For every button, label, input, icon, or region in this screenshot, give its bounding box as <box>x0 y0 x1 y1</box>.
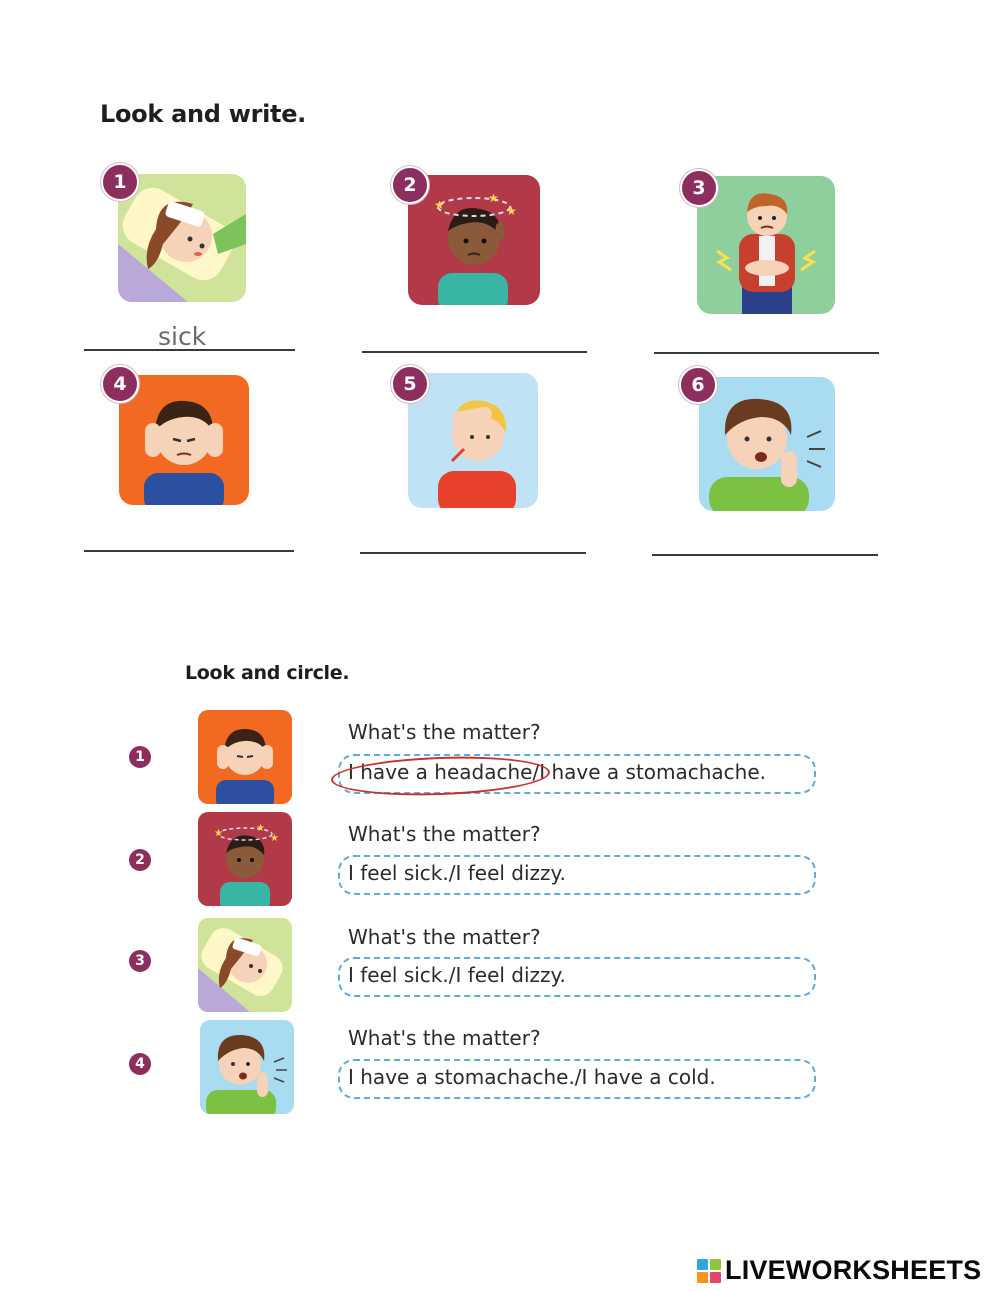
answer-text-1: sick <box>158 322 207 351</box>
boy-dizzy-icon <box>198 812 292 906</box>
answer-line-1[interactable] <box>84 349 295 351</box>
answer-choices <box>348 963 566 987</box>
girl-lying-sick-icon <box>198 918 292 1012</box>
question-text: What's the matter? <box>348 720 541 744</box>
svg-text:★: ★ <box>434 198 445 212</box>
question-text: What's the matter? <box>348 1026 541 1050</box>
choice-b[interactable]: I have a cold. <box>581 1065 716 1089</box>
choice-a[interactable]: I feel sick. <box>348 963 449 987</box>
item-number-badge: 2 <box>391 166 429 204</box>
logo-cube <box>710 1272 721 1283</box>
choice-separator: / <box>532 760 540 784</box>
choice-separator: / <box>574 1065 582 1089</box>
choice-b[interactable]: I feel dizzy. <box>455 861 566 885</box>
boy-dizzy-icon <box>408 175 540 305</box>
answer-choices <box>348 1065 716 1089</box>
choice-a[interactable]: I have a headache <box>348 760 533 784</box>
answer-line-2[interactable] <box>362 351 587 353</box>
item-number-badge: 1 <box>129 746 151 768</box>
logo-brand-text: LIVEWORKSHEETS <box>725 1255 982 1285</box>
item-number-badge: 1 <box>101 163 139 201</box>
item-number-badge: 3 <box>680 169 718 207</box>
item-number-badge: 4 <box>101 365 139 403</box>
liveworksheets-logo[interactable] <box>697 1255 981 1286</box>
boy-cough-icon <box>200 1020 294 1114</box>
svg-text:★: ★ <box>488 191 499 205</box>
item-number-badge: 5 <box>391 365 429 403</box>
svg-text:★: ★ <box>256 823 265 834</box>
svg-text:★: ★ <box>214 828 223 839</box>
choice-separator: / <box>448 963 456 987</box>
choice-a[interactable]: I feel sick. <box>348 861 449 885</box>
answer-line-5[interactable] <box>360 552 586 554</box>
logo-mark-icon <box>697 1259 721 1283</box>
answer-choices <box>348 861 566 885</box>
section1-title: Look and write. <box>100 100 307 128</box>
logo-cube <box>697 1259 708 1270</box>
svg-text:★: ★ <box>270 833 279 844</box>
choice-a[interactable]: I have a stomachache. <box>348 1065 575 1089</box>
answer-line-4[interactable] <box>84 550 294 552</box>
boy-headache-icon <box>198 710 292 804</box>
boy-headache-icon <box>119 375 249 505</box>
question-text: What's the matter? <box>348 925 541 949</box>
section2-title: Look and circle. <box>185 662 350 684</box>
boy-cough-icon <box>699 377 835 511</box>
girl-lying-sick-icon <box>118 174 246 302</box>
question-text: What's the matter? <box>348 822 541 846</box>
logo-cube <box>710 1259 721 1270</box>
answer-line-6[interactable] <box>652 554 878 556</box>
choice-b[interactable]: I feel dizzy. <box>455 963 566 987</box>
boy-stomachache-icon <box>697 176 835 314</box>
answer-line-3[interactable] <box>654 352 879 354</box>
item-number-badge: 4 <box>129 1053 151 1075</box>
svg-text:★: ★ <box>506 204 517 218</box>
item-number-badge: 6 <box>679 366 717 404</box>
choice-separator: / <box>448 861 456 885</box>
boy-fever-icon <box>408 373 538 508</box>
item-number-badge: 3 <box>129 950 151 972</box>
item-number-badge: 2 <box>129 849 151 871</box>
logo-cube <box>697 1272 708 1283</box>
choice-b[interactable]: I have a stomachache. <box>539 760 767 784</box>
